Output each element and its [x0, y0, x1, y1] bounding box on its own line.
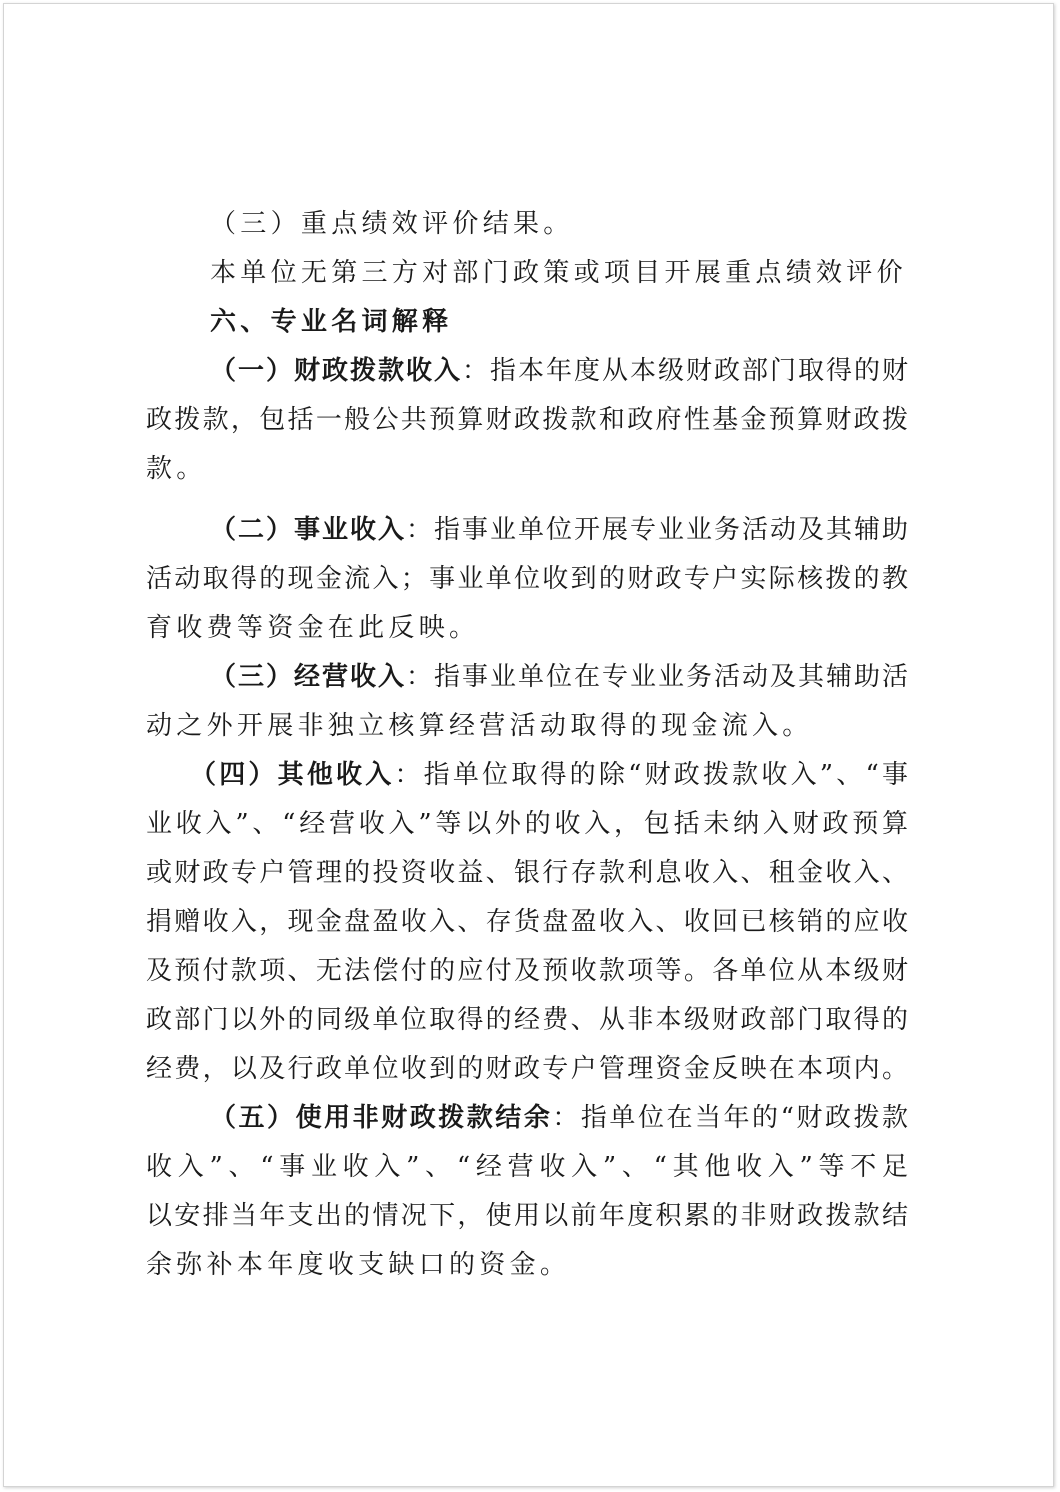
definition-4-line-4: 捐赠收入，现金盘盈收入、存货盘盈收入、收回已核销的应收 — [146, 907, 908, 937]
definition-3-text: ：指事业单位在专业业务活动及其辅助活 — [406, 662, 908, 692]
definition-4-line-5: 及预付款项、无法偿付的应付及预收款项等。各单位从本级财 — [146, 956, 908, 986]
definition-5-line-2: 收入”、“事业收入”、“经营收入”、“其他收入”等不足 — [146, 1152, 908, 1182]
definition-1-text: ：指本年度从本级财政部门取得的财 — [462, 356, 908, 386]
definition-4-term: （四）其他收入 — [190, 760, 395, 790]
definition-5-line-4: 余弥补本年度收支缺口的资金。 — [146, 1250, 571, 1280]
section-3-heading: （三）重点绩效评价结果。 — [210, 209, 574, 239]
document-page — [3, 3, 1054, 1487]
section-3-body: 本单位无第三方对部门政策或项目开展重点绩效评价 — [210, 258, 907, 288]
definition-5-line-1 — [146, 1094, 908, 1143]
definition-2-text: ：指事业单位开展专业业务活动及其辅助 — [406, 515, 908, 545]
definition-1-line-3: 款。 — [146, 454, 207, 484]
document-body — [146, 200, 908, 1290]
section-6-heading: 六、专业名词解释 — [210, 307, 453, 337]
definition-2 — [146, 506, 908, 653]
definition-3 — [146, 653, 908, 751]
definition-2-line-2: 活动取得的现金流入；事业单位收到的财政专户实际核拨的教 — [146, 564, 908, 594]
definition-2-line-3: 育收费等资金在此反映。 — [146, 613, 480, 643]
definition-1-line-2: 政拨款，包括一般公共预算财政拨款和政府性基金预算财政拨 — [146, 405, 908, 435]
definition-5 — [146, 1094, 908, 1290]
definition-5-term: （五）使用非财政拨款结余 — [210, 1103, 553, 1133]
definition-4-line-2: 业收入”、“经营收入”等以外的收入，包括未纳入财政预算 — [146, 809, 908, 839]
definition-3-term: （三）经营收入 — [210, 662, 406, 692]
definition-3-line-1 — [146, 653, 908, 702]
definition-3-line-2: 动之外开展非独立核算经营活动取得的现金流入。 — [146, 711, 813, 741]
definition-1-term: （一）财政拨款收入 — [210, 356, 462, 386]
definition-4-line-6: 政部门以外的同级单位取得的经费、从非本级财政部门取得的 — [146, 1005, 908, 1035]
definition-4-line-3: 或财政专户管理的投资收益、银行存款利息收入、租金收入、 — [146, 858, 908, 888]
definition-4-text: ：指单位取得的除“财政拨款收入”、“事 — [394, 760, 908, 790]
definition-5-line-3: 以安排当年支出的情况下，使用以前年度积累的非财政拨款结 — [146, 1201, 908, 1231]
definition-5-text: ：指单位在当年的“财政拨款 — [552, 1103, 908, 1133]
definition-4-line-1 — [146, 751, 908, 800]
definition-4 — [146, 751, 908, 1094]
definition-4-line-7: 经费，以及行政单位收到的财政专户管理资金反映在本项内。 — [146, 1054, 908, 1084]
definition-1-line-1 — [146, 347, 908, 396]
definition-2-line-1 — [146, 506, 908, 555]
definition-1 — [146, 347, 908, 494]
definition-2-term: （二）事业收入 — [210, 515, 406, 545]
